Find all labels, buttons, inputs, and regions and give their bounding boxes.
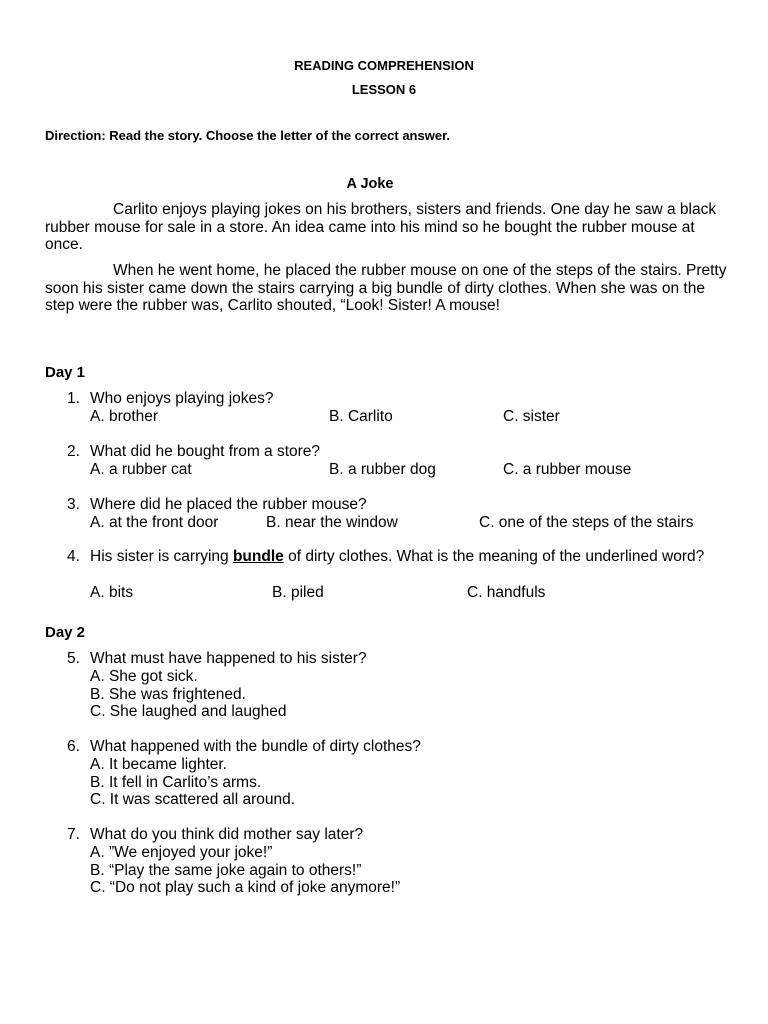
answer-options-row [90,408,750,426]
story-title: A Joke [346,176,394,192]
story-paragraph-2: When he went home, he placed the rubber mouse on one of the steps of the stairs. Pretty soon his sister came down the stairs carrying a big bundle of dirty clothes. When she was on the step were the rubber was, Carlito shouted, “Look! Sister! A mouse! [45,262,727,315]
option-c: C. “Do not play such a kind of joke anymore!” [90,879,401,896]
question-stem-end: of dirty clothes. What is the meaning of the underlined word? [283,548,705,565]
answer-options-row [90,461,750,479]
option-a: A. She got sick. [90,668,198,685]
option-a: A. ”We enjoyed your joke!” [90,844,273,861]
option-c: C. She laughed and laughed [90,703,287,720]
option-b: B. near the window [266,514,398,531]
question-number: 6. [67,738,80,755]
question-stem: What do you think did mother say later? [90,826,364,843]
option-c: C. sister [503,408,560,425]
question-stem: What did he bought from a store? [90,443,321,460]
lesson-label: LESSON 6 [351,82,417,97]
option-c: C. a rubber mouse [503,461,632,478]
option-b: B. It fell in Carlito’s arms. [90,773,262,791]
question-stem: Where did he placed the rubber mouse? [90,496,367,513]
option-a: A. a rubber cat [90,461,192,478]
question-stem: Who enjoys playing jokes? [90,390,274,407]
question-stem-start: His sister is carrying [90,548,233,565]
answer-options-row [90,584,750,602]
direction-text: Direction: Read the story. Choose the letter of the correct answer. [45,128,451,143]
option-c: C. It was scattered all around. [90,791,296,808]
question-number: 5. [67,650,80,667]
page-title: READING COMPREHENSION [294,58,474,73]
option-a: A. It became lighter. [90,756,227,773]
question-stem [90,548,730,566]
answer-options-row [90,514,750,532]
story-paragraph-1: Carlito enjoys playing jokes on his brothers, sisters and friends. One day he saw a black rubber mouse for sale in a store. An idea came into his mind so he bought the rubber mouse at once. [45,201,717,254]
question-number: 7. [67,826,80,843]
question-number: 1. [67,390,80,407]
question-number: 4. [67,548,80,565]
option-b: B. “Play the same joke again to others!” [90,861,362,879]
question-number: 2. [67,443,80,460]
option-b: B. Carlito [329,408,393,425]
day-2-heading: Day 2 [45,624,86,641]
option-c: C. handfuls [467,584,546,601]
option-b: B. piled [272,584,324,601]
option-b: B. a rubber dog [329,461,436,478]
question-number: 3. [67,496,80,513]
option-c: C. one of the steps of the stairs [479,514,694,531]
question-stem: What must have happened to his sister? [90,650,367,667]
day-1-heading: Day 1 [45,364,86,381]
option-b: B. She was frightened. [90,685,246,703]
option-a: A. at the front door [90,514,219,531]
question-stem: What happened with the bundle of dirty clothes? [90,738,421,755]
option-a: A. brother [90,408,159,425]
option-a: A. bits [90,584,134,601]
underlined-word: bundle [232,548,284,565]
